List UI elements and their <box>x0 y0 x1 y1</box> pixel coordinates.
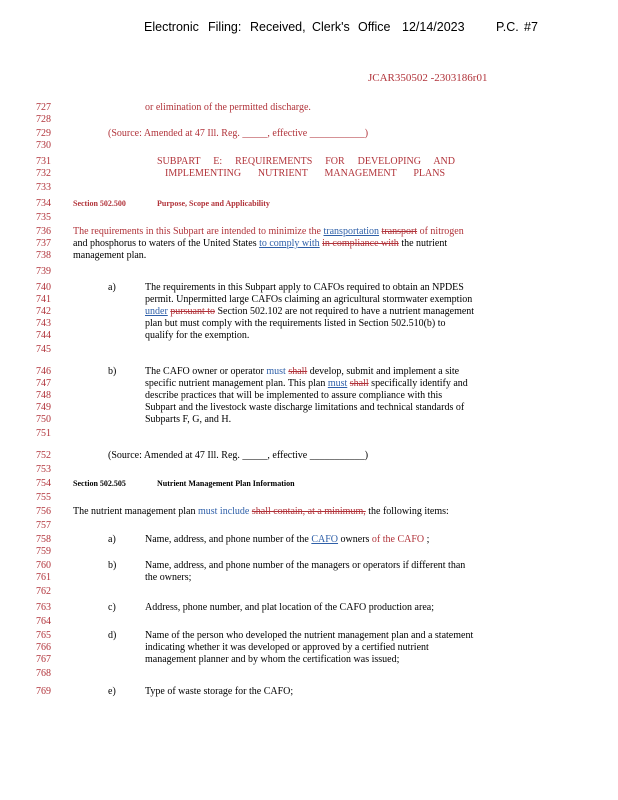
line-756 <box>73 506 449 518</box>
line-758 <box>145 534 429 546</box>
line-number: 752 <box>36 450 51 461</box>
line-748: describe practices that will be implemented to assure compliance with this <box>145 390 443 401</box>
line-number: 764 <box>36 616 51 627</box>
line-number: 735 <box>36 212 51 223</box>
header-received: Received, <box>250 20 306 34</box>
item-e-label: e) <box>108 686 116 697</box>
item-a2-label: a) <box>108 534 116 545</box>
deletion: shall contain, at a minimum, <box>251 506 366 517</box>
line-750: Subparts F, G, and H. <box>145 414 232 425</box>
line-number: 757 <box>36 520 51 531</box>
line-number: 742 <box>36 306 51 317</box>
line-number: 746 <box>36 366 51 377</box>
header-pc: P.C. <box>496 20 519 34</box>
line-746 <box>145 366 459 378</box>
line-758-end: ; <box>426 534 430 545</box>
header-filing: Filing: <box>208 20 242 34</box>
header-clerks: Clerk's <box>312 20 350 34</box>
line-749: Subpart and the livestock waste discharge limitations and technical standards of <box>145 402 465 413</box>
line-number: 739 <box>36 266 51 277</box>
item-c-label: c) <box>108 602 116 613</box>
line-number: 760 <box>36 560 51 571</box>
insertion: CAFO <box>311 534 339 545</box>
line-number: 737 <box>36 238 51 249</box>
header-electronic: Electronic <box>144 20 199 34</box>
deletion: shall <box>349 378 369 389</box>
line-747 <box>145 378 468 390</box>
document-code: JCAR350502 -2303186r01 <box>368 72 488 84</box>
line-761: the owners; <box>145 572 192 583</box>
deletion: transport <box>381 226 418 237</box>
line-number: 750 <box>36 414 51 425</box>
line-number: 758 <box>36 534 51 545</box>
line-740: The requirements in this Subpart apply to CAFOs required to obtain an NPDES <box>145 282 464 293</box>
line-744: qualify for the exemption. <box>145 330 250 341</box>
line-746-text: The CAFO owner or operator <box>145 366 264 377</box>
item-b-label: b) <box>108 366 117 377</box>
line-742 <box>145 306 474 318</box>
section-502-500-title: Purpose, Scope and Applicability <box>157 199 270 208</box>
insertion: must <box>266 366 286 377</box>
line-number: 753 <box>36 464 51 475</box>
line-756-text: The nutrient management plan <box>73 506 196 517</box>
line-number: 727 <box>36 102 51 113</box>
line-number: 763 <box>36 602 51 613</box>
line-742-text: Section 502.102 are not required to have a nutrient management <box>217 306 475 317</box>
line-758-owners: owners <box>340 534 370 545</box>
line-747-text: specific nutrient management plan. This plan <box>145 378 326 389</box>
line-number: 756 <box>36 506 51 517</box>
line-number: 748 <box>36 390 51 401</box>
line-number: 731 <box>36 156 51 167</box>
line-number: 751 <box>36 428 51 439</box>
line-number: 761 <box>36 572 51 583</box>
line-738: management plan. <box>73 250 147 261</box>
line-number: 744 <box>36 330 51 341</box>
line-number: 767 <box>36 654 51 665</box>
line-number: 734 <box>36 198 51 209</box>
line-number: 768 <box>36 668 51 679</box>
line-number: 765 <box>36 630 51 641</box>
line-736-text: The requirements in this Subpart are intended to minimize the <box>73 226 321 237</box>
line-747-text-end: specifically identify and <box>371 378 468 389</box>
line-727: or elimination of the permitted discharge. <box>145 102 311 113</box>
line-number: 729 <box>36 128 51 139</box>
item-d-label: d) <box>108 630 117 641</box>
line-737 <box>73 238 447 250</box>
line-743: plan but must comply with the requirements listed in Section 502.510(b) to <box>145 318 446 329</box>
line-746-text-end: develop, submit and implement a site <box>309 366 460 377</box>
insertion: must include <box>197 506 250 517</box>
line-737-text: and phosphorus to waters of the United States <box>73 238 257 249</box>
line-number: 736 <box>36 226 51 237</box>
line-number: 755 <box>36 492 51 503</box>
line-number: 749 <box>36 402 51 413</box>
line-767: management planner and by whom the certification was issued; <box>145 654 400 665</box>
line-number: 733 <box>36 182 51 193</box>
line-758-text: Name, address, and phone number of the <box>145 534 309 545</box>
item-a-label: a) <box>108 282 116 293</box>
line-number: 743 <box>36 318 51 329</box>
section-502-500-number: Section 502.500 <box>73 199 126 208</box>
header-pc-number: #7 <box>524 20 538 34</box>
header-date: 12/14/2023 <box>402 20 465 34</box>
line-number: 728 <box>36 114 51 125</box>
line-number: 730 <box>36 140 51 151</box>
line-741: permit. Unpermitted large CAFOs claiming an agricultural stormwater exemption <box>145 294 473 305</box>
line-number: 732 <box>36 168 51 179</box>
insertion: must <box>327 378 348 389</box>
line-number: 747 <box>36 378 51 389</box>
line-769: Type of waste storage for the CAFO; <box>145 686 294 697</box>
deletion: pursuant to <box>170 306 215 317</box>
line-number: 769 <box>36 686 51 697</box>
line-756-text-end: the following items: <box>368 506 449 517</box>
line-number: 762 <box>36 586 51 597</box>
line-737-text-end: the nutrient <box>401 238 448 249</box>
line-number: 740 <box>36 282 51 293</box>
line-number: 759 <box>36 546 51 557</box>
line-765: Name of the person who developed the nutrient management plan and a statement <box>145 630 474 641</box>
deletion: shall <box>288 366 308 377</box>
item-b2-label: b) <box>108 560 117 571</box>
subpart-heading-1 <box>157 156 455 168</box>
subpart-heading-line-1: SUBPART E: REQUIREMENTS FOR DEVELOPING AND <box>157 156 455 167</box>
source-note-2: (Source: Amended at 47 Ill. Reg. _____, effective ___________) <box>108 450 369 461</box>
source-note-1: (Source: Amended at 47 Ill. Reg. _____, effective ___________) <box>108 128 369 139</box>
line-736 <box>73 226 464 238</box>
line-736-text-end: of nitrogen <box>419 226 464 237</box>
line-number: 754 <box>36 478 51 489</box>
line-number: 766 <box>36 642 51 653</box>
insertion: to comply with <box>259 238 320 249</box>
line-number: 738 <box>36 250 51 261</box>
line-766: indicating whether it was developed or approved by a certified nutrient <box>145 642 429 653</box>
line-758-red-text: of the CAFO <box>371 534 425 545</box>
section-502-505-title: Nutrient Management Plan Information <box>157 479 295 488</box>
line-763: Address, phone number, and plat location of the CAFO production area; <box>145 602 434 613</box>
line-number: 745 <box>36 344 51 355</box>
line-number: 741 <box>36 294 51 305</box>
subpart-heading-2 <box>165 168 445 180</box>
subpart-heading-line-2: IMPLEMENTING NUTRIENT MANAGEMENT PLANS <box>165 168 445 179</box>
deletion: in compliance with <box>322 238 399 249</box>
insertion: transportation <box>323 226 380 237</box>
section-502-505-number: Section 502.505 <box>73 479 126 488</box>
insertion: under <box>145 306 168 317</box>
header-office: Office <box>358 20 391 34</box>
line-760: Name, address, and phone number of the managers or operators if different than <box>145 560 466 571</box>
